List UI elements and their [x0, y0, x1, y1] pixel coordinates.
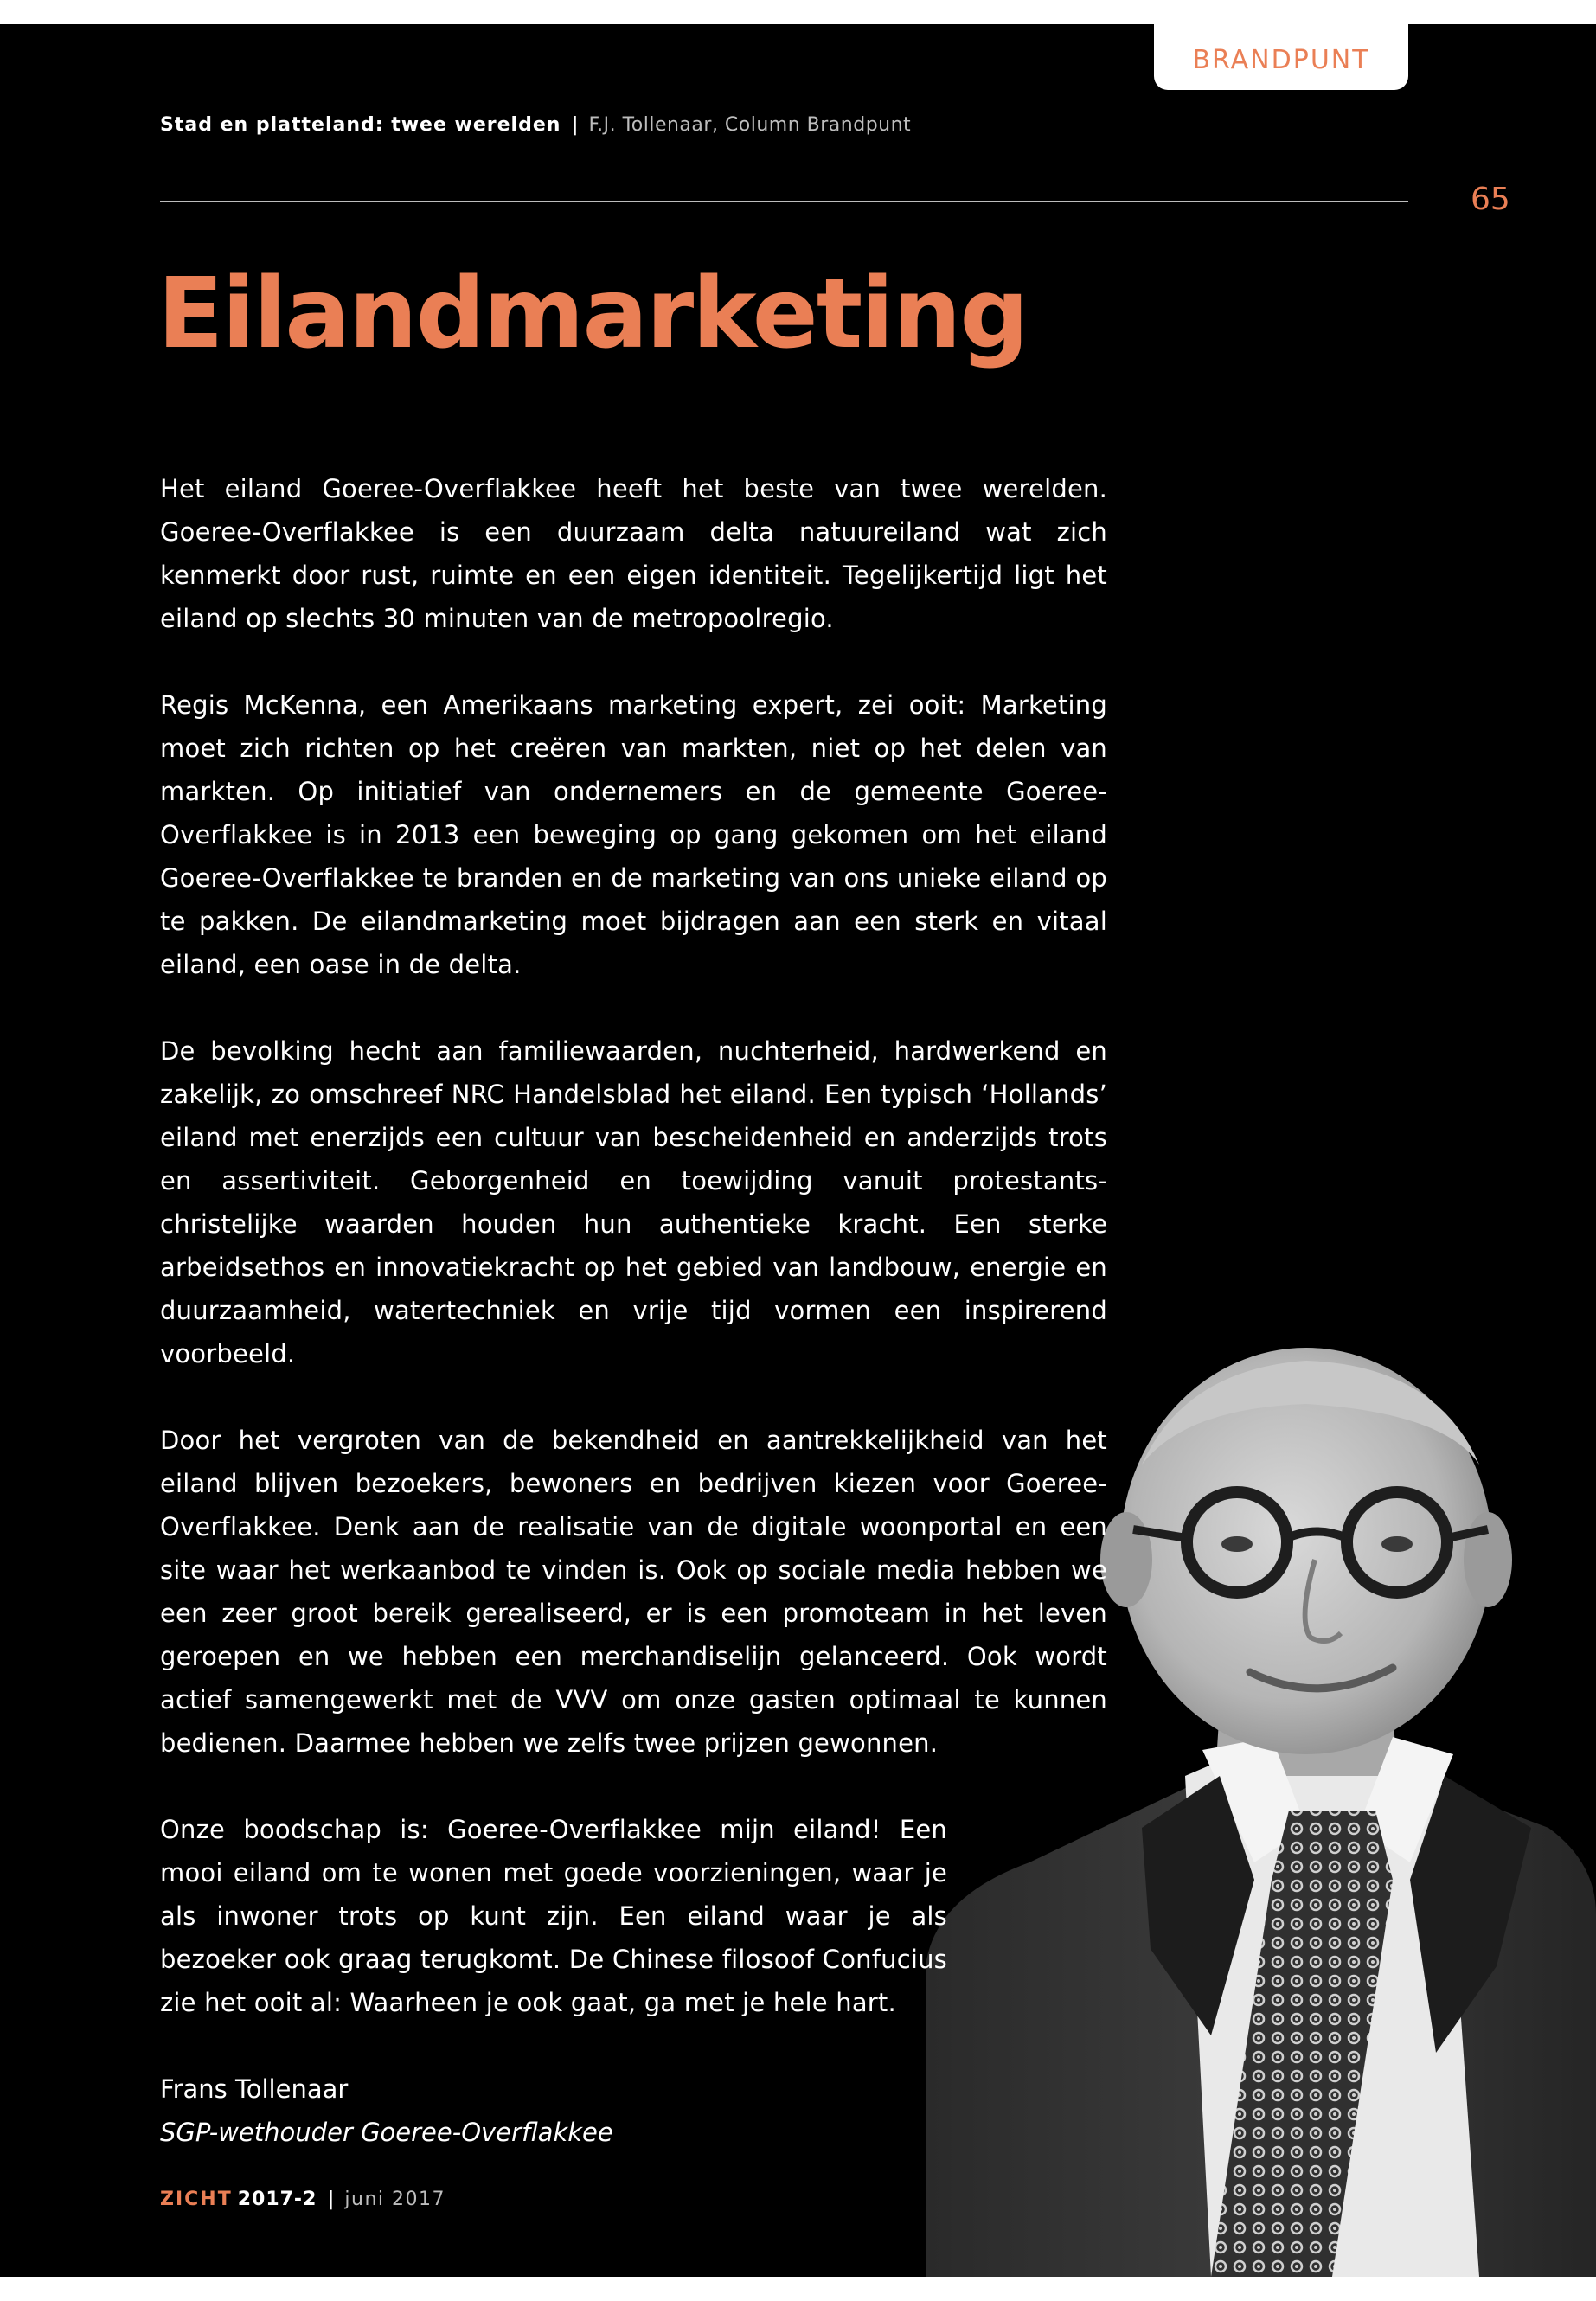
paragraph-awareness: Door het vergroten van de bekendheid en aantrekkelijkheid van het eiland blijven bezoekers, bewoners en bedrijven kiezen voor Goeree-Overflakkee. Denk aan de realisatie van de digitale woonportal en een site waar het werkaanbod te vinden is. Ook op sociale media hebben we een zeer groot bereik gerealiseerd, er is een promoteam in het leven geroepen en we hebben een merchandiselijn gelanceerd. Ook wordt actief samengewerkt met de VVV om onze gasten optimaal te kunnen bedienen. Daarmee hebben we zelfs twee prijzen gewonnen. [160, 1426, 1107, 1758]
footer-separator: | [327, 2189, 335, 2210]
footer-brand: ZICHT [160, 2189, 233, 2210]
paragraph-intro: Het eiland Goeree-Overflakkee heeft het beste van twee werelden. Goeree-Overflakkee is een duurzaam delta natuureiland wat zich kenmerkt door rust, ruimte en een eigen identiteit. Tegelijkertijd ligt het eiland op slechts 30 minuten van de metropoolregio. [160, 474, 1107, 633]
footer-issue: 2017-2 [237, 2189, 317, 2210]
page-footer [160, 2189, 445, 2210]
running-head-title: Stad en platteland: twee werelden [160, 114, 561, 136]
signature-role: SGP-wethouder Goeree-Overflakkee [160, 2118, 613, 2147]
paragraph-population: De bevolking hecht aan familiewaarden, nuchterheid, hardwerkend en zakelijk, zo omschreef NRC Handelsblad het eiland. Een typisch ‘Hollands’ eiland met enerzijds een cultuur van bescheidenheid en anderzijds trots en assertiviteit. Geborgenheid en toewijding vanuit protestants-christelijke waarden houden hun authentieke kracht. Een sterke arbeidsethos en innovatiekracht op het gebied van landbouw, energie en duurzaamheid, watertechniek en vrije tijd vormen een inspirerend voorbeeld. [160, 1036, 1107, 1368]
paragraph-mckenna: Regis McKenna, een Amerikaans marketing expert, zei ooit: Marketing moet zich richten op het creëren van markten, niet op het delen van markten. Op initiatief van ondernemers en de gemeente Goeree-Overflakkee is in 2013 een beweging op gang gekomen om het eiland Goeree-Overflakkee te branden en de marketing van ons unieke eiland op te pakken. De eilandmarketing moet bijdragen aan een sterk en vitaal eiland, een oase in de delta. [160, 690, 1107, 979]
paragraph-message: Onze boodschap is: Goeree-Overflakkee mijn eiland! Een mooi eiland om te wonen met goede voorzieningen, waar je als inwoner trots op kunt zijn. Een eiland waar je als bezoeker ook graag terugkomt. De Chinese filosoof Confucius zie het ooit al: Waarheen je ook gaat, ga met je hele hart. [160, 1815, 947, 2017]
page-number: 65 [1471, 182, 1510, 217]
footer-date: juni 2017 [344, 2189, 446, 2210]
running-head-author: F.J. Tollenaar, Column Brandpunt [588, 114, 912, 136]
magazine-page [0, 24, 1596, 2277]
section-tab: BRANDPUNT [1154, 24, 1408, 90]
article-body [160, 467, 1107, 2154]
signature-name: Frans Tollenaar [160, 2074, 349, 2104]
running-head [160, 114, 911, 136]
article-headline: Eilandmarketing [157, 258, 1028, 370]
running-head-separator: | [571, 114, 579, 136]
header-divider [160, 201, 1408, 202]
